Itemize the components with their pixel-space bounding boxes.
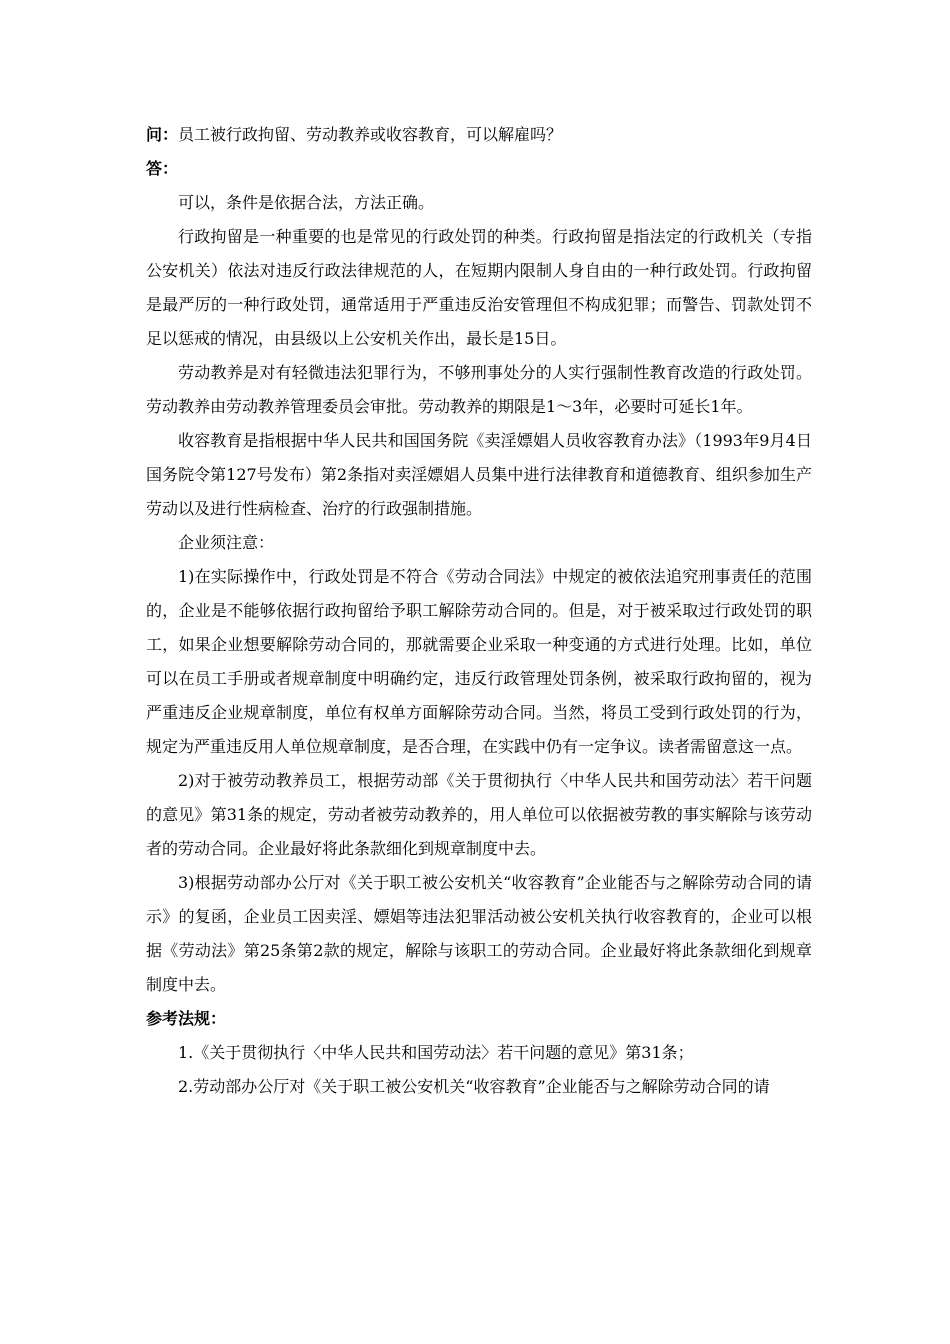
answer-summary: 可以，条件是依据合法，方法正确。	[178, 193, 435, 212]
reeducation-through-labor-paragraph: 劳动教养是对有轻微违法犯罪行为，不够刑事处分的人实行强制性教育改造的行政处罚。劳动教养由劳动教养管理委员会审批。劳动教养的期限是1～3年，必要时可延长1年。	[146, 363, 812, 416]
reference-item-1: 1.《关于贯彻执行〈中华人民共和国劳动法〉若干问题的意见》第31条；	[178, 1043, 694, 1062]
notice-item-1: 1)在实际操作中，行政处罚是不符合《劳动合同法》中规定的被依法追究刑事责任的范围的，企业是不能够依据行政拘留给予职工解除劳动合同的。但是，对于被采取过行政处罚的职工，如果企业想要解除劳动合同的，那就需要企业采取一种变通的方式进行处理。比如，单位可以在员工手册或者规章制度中明确约定，违反行政管理处罚条例，被采取行政拘留的，视为严重违反企业规章制度，单位有权单方面解除劳动合同。当然，将员工受到行政处罚的行为，规定为严重违反用人单位规章制度，是否合理，在实践中仍有一定争议。读者需留意这一点。	[146, 567, 812, 756]
notice-item-3: 3)根据劳动部办公厅对《关于职工被公安机关“收容教育”企业能否与之解除劳动合同的请示》的复函，企业员工因卖淫、嫖娼等违法犯罪活动被公安机关执行收容教育的，企业可以根据《劳动法》第25条第2款的规定，解除与该职工的劳动合同。企业最好将此条款细化到规章制度中去。	[146, 873, 812, 994]
notice-item-2: 2)对于被劳动教养员工，根据劳动部《关于贯彻执行〈中华人民共和国劳动法〉若干问题的意见》第31条的规定，劳动者被劳动教养的，用人单位可以依据被劳教的事实解除与该劳动者的劳动合同。企业最好将此条款细化到规章制度中去。	[146, 771, 812, 858]
question-text: 员工被行政拘留、劳动教养或收容教育，可以解雇吗？	[178, 125, 563, 144]
answer-label: 答：	[146, 159, 179, 178]
references-label: 参考法规：	[146, 1009, 227, 1028]
administrative-detention-paragraph: 行政拘留是一种重要的也是常见的行政处罚的种类。行政拘留是指法定的行政机关（专指公安机关）依法对违反行政法律规范的人，在短期内限制人身自由的一种行政处罚。行政拘留是最严厉的一种行政处罚，通常适用于严重违反治安管理但不构成犯罪；而警告、罚款处罚不足以惩戒的情况，由县级以上公安机关作出，最长是15日。	[146, 227, 812, 348]
reference-item-2: 2.劳动部办公厅对《关于职工被公安机关“收容教育”企业能否与之解除劳动合同的请	[178, 1077, 770, 1096]
custody-education-paragraph: 收容教育是指根据中华人民共和国国务院《卖淫嫖娼人员收容教育办法》（1993年9月4日国务院令第127号发布）第2条指对卖淫嫖娼人员集中进行法律教育和道德教育、组织参加生产劳动以及进行性病检查、治疗的行政强制措施。	[146, 431, 812, 518]
notice-heading: 企业须注意：	[178, 533, 275, 552]
question-label: 问：	[146, 125, 179, 144]
question-line	[146, 118, 812, 152]
document-body	[146, 118, 812, 1104]
